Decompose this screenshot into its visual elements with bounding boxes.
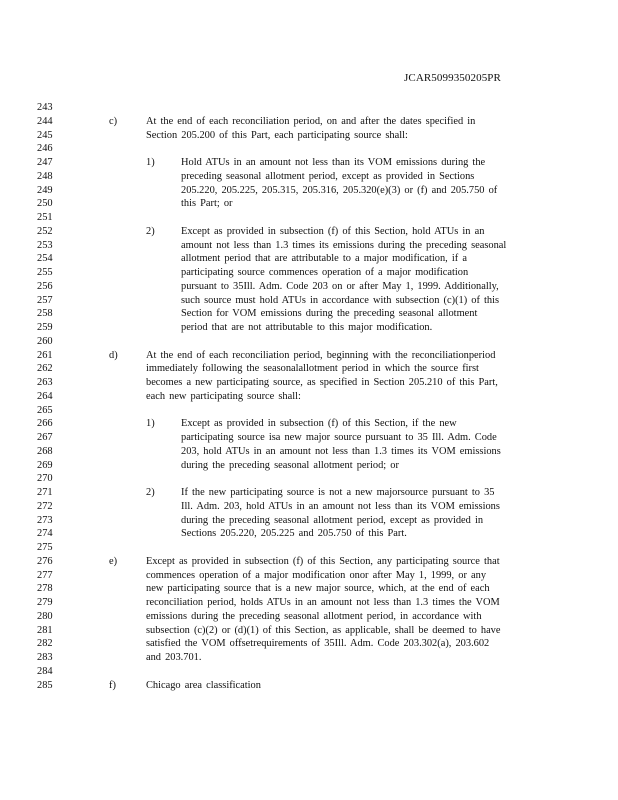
line-text: Section for VOM emissions during the preceding seasonal allotment [181, 308, 478, 320]
document-line [0, 486, 618, 500]
line-number: 285 [37, 679, 53, 691]
line-text: reconciliation period, holds ATUs in an amount not less than 1.3 times the VOM [146, 597, 500, 608]
line-text: Except as provided in subsection (f) of this Section, hold ATUs in an [181, 225, 485, 237]
line-number: 248 [37, 170, 53, 182]
document-line [0, 362, 618, 376]
line-text: commences operation of a major modification onor after May 1, 1999, or any [146, 569, 487, 581]
line-number: 265 [37, 404, 53, 416]
line-number: 247 [37, 157, 53, 168]
document-line [0, 225, 618, 239]
line-number: 253 [37, 239, 53, 251]
document-line [0, 665, 618, 679]
line-number: 252 [37, 225, 53, 237]
subsection-label: 2) [146, 487, 155, 498]
document-line [0, 610, 618, 624]
line-number: 281 [37, 624, 53, 636]
line-text: this Part; or [181, 198, 233, 210]
document-line [0, 376, 618, 390]
line-number: 243 [37, 102, 53, 113]
line-text: If the new participating source is not a new majorsource pursuant to 35 [181, 487, 495, 498]
document-line [0, 596, 618, 610]
line-text: such source must hold ATUs in accordance with subsection (c)(1) of this [181, 294, 500, 306]
document-line [0, 211, 618, 225]
line-number: 264 [37, 390, 53, 402]
line-text: becomes a new participating source, as specified in Section 205.210 of this Part, [146, 377, 498, 388]
document-line [0, 500, 618, 514]
document-line [0, 197, 618, 211]
document-line [0, 184, 618, 198]
line-number: 249 [37, 184, 53, 196]
document-line [0, 472, 618, 486]
line-text: new participating source that is a new major source, which, at the end of each [146, 583, 490, 595]
line-number: 283 [37, 652, 53, 663]
document-line [0, 569, 618, 583]
line-number: 280 [37, 610, 53, 622]
line-number: 277 [37, 569, 53, 581]
line-number: 250 [37, 198, 53, 210]
line-number: 260 [37, 335, 53, 347]
line-text: during the preceding seasonal allotment period; or [181, 459, 399, 471]
line-text: preceding seasonal allotment period, except as provided in Sections [181, 170, 475, 182]
line-text: subsection (c)(2) or (d)(1) of this Section, as applicable, shall be deemed to have [146, 624, 501, 636]
line-number: 267 [37, 432, 53, 443]
line-number: 263 [37, 377, 53, 388]
document-line [0, 142, 618, 156]
line-text: 205.220, 205.225, 205.315, 205.316, 205.320(e)(3) or (f) and 205.750 of [181, 184, 498, 196]
document-line [0, 514, 618, 528]
subsection-label: 1) [146, 418, 155, 430]
document-line [0, 541, 618, 555]
line-number: 278 [37, 583, 53, 595]
document-line [0, 417, 618, 431]
line-text: amount not less than 1.3 times its emissions during the preceding seasonal [181, 239, 507, 251]
line-number: 261 [37, 349, 53, 361]
subsection-label: 2) [146, 225, 155, 237]
document-line [0, 349, 618, 363]
document-line [0, 582, 618, 596]
line-number: 276 [37, 555, 53, 567]
document-line [0, 115, 618, 129]
document-line [0, 335, 618, 349]
line-text: immediately following the seasonalallotment period in which the source first [146, 363, 479, 375]
line-text: each new participating source shall: [146, 390, 301, 402]
document-line [0, 637, 618, 651]
line-number: 284 [37, 665, 53, 677]
line-text: during the preceding seasonal allotment period, except as provided in [181, 514, 484, 526]
document-line [0, 404, 618, 418]
document-line [0, 431, 618, 445]
line-number: 255 [37, 267, 53, 278]
line-number: 246 [37, 143, 53, 155]
line-number: 251 [37, 212, 53, 223]
document-line [0, 101, 618, 115]
document-line [0, 280, 618, 294]
line-text: emissions during the preceding seasonal allotment period, in accordance with [146, 610, 482, 622]
line-number: 244 [37, 115, 53, 127]
line-text: At the end of each reconciliation period, beginning with the reconciliationperiod [146, 349, 496, 361]
line-number: 259 [37, 322, 53, 333]
document-line [0, 459, 618, 473]
document-line [0, 266, 618, 280]
line-number: 274 [37, 528, 53, 540]
line-text: satisfied the VOM offsetrequirements of 35Ill. Adm. Code 203.302(a), 203.602 [146, 638, 490, 650]
line-text: Hold ATUs in an amount not less than its VOM emissions during the [181, 157, 486, 168]
document-line [0, 156, 618, 170]
line-text: participating source commences operation of a major modification [181, 267, 469, 278]
line-text: At the end of each reconciliation period, on and after the dates specified in [146, 115, 476, 127]
line-text: pursuant to 35Ill. Adm. Code 203 on or after May 1, 1999. Additionally, [181, 280, 499, 292]
document-line [0, 294, 618, 308]
line-text: 203, hold ATUs in an amount not less than 1.3 times its VOM emissions [181, 445, 501, 457]
line-number: 262 [37, 363, 53, 375]
document-line [0, 651, 618, 665]
document-line [0, 555, 618, 569]
line-number: 279 [37, 597, 53, 608]
line-number: 273 [37, 514, 53, 526]
line-number: 282 [37, 638, 53, 650]
line-text: allotment period that are attributable to a major modification, if a [181, 253, 467, 265]
line-text: Except as provided in subsection (f) of this Section, if the new [181, 418, 457, 430]
document-line [0, 679, 618, 693]
line-number: 258 [37, 308, 53, 320]
document-line [0, 129, 618, 143]
subsection-label: d) [109, 349, 118, 361]
line-text: Chicago area classification [146, 679, 261, 691]
line-number: 268 [37, 445, 53, 457]
subsection-label: c) [109, 115, 118, 127]
line-text: Sections 205.220, 205.225 and 205.750 of this Part. [181, 528, 407, 540]
document-line [0, 390, 618, 404]
document-line [0, 321, 618, 335]
subsection-label: f) [109, 679, 116, 691]
line-text: Ill. Adm. 203, hold ATUs in an amount not less than its VOM emissions [181, 500, 500, 512]
document-line [0, 307, 618, 321]
document-id-header: JCAR5099350205PR [404, 72, 501, 84]
subsection-label: e) [109, 555, 118, 567]
line-text: Section 205.200 of this Part, each participating source shall: [146, 129, 408, 141]
line-number: 269 [37, 459, 53, 471]
line-number: 272 [37, 500, 53, 512]
document-line [0, 624, 618, 638]
subsection-label: 1) [146, 157, 155, 168]
line-text: period that are not attributable to this major modification. [181, 322, 433, 333]
line-text: and 203.701. [146, 652, 202, 663]
line-number: 266 [37, 418, 53, 430]
line-number: 256 [37, 280, 53, 292]
line-number: 270 [37, 473, 53, 485]
line-number: 275 [37, 542, 53, 553]
line-text: participating source isa new major source pursuant to 35 Ill. Adm. Code [181, 432, 497, 443]
line-number: 245 [37, 129, 53, 141]
line-number: 257 [37, 294, 53, 306]
line-text: Except as provided in subsection (f) of this Section, any participating source that [146, 555, 500, 567]
document-line [0, 252, 618, 266]
document-line [0, 239, 618, 253]
line-number: 271 [37, 487, 53, 498]
document-line [0, 170, 618, 184]
document-line [0, 527, 618, 541]
line-number: 254 [37, 253, 53, 265]
document-line [0, 445, 618, 459]
